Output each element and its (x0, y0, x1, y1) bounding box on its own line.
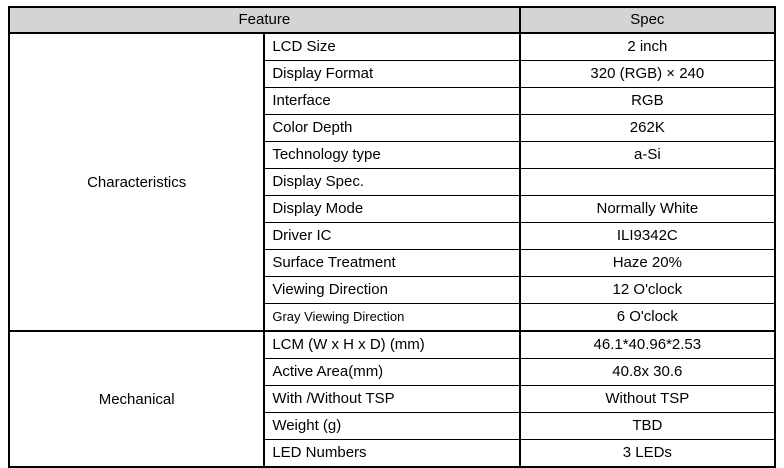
feature-cell: Display Mode (264, 196, 519, 223)
table-body (9, 33, 775, 467)
feature-cell: Color Depth (264, 115, 519, 142)
table-row (9, 331, 775, 359)
spec-cell: 6 O'clock (520, 304, 775, 332)
feature-cell: Surface Treatment (264, 250, 519, 277)
feature-cell: Active Area(mm) (264, 359, 519, 386)
spec-cell: Haze 20% (520, 250, 775, 277)
table-row (9, 33, 775, 61)
feature-cell: Weight (g) (264, 413, 519, 440)
spec-cell: 262K (520, 115, 775, 142)
feature-cell: Display Format (264, 61, 519, 88)
column-header-feature: Feature (9, 7, 520, 33)
feature-cell: Display Spec. (264, 169, 519, 196)
spec-cell: 320 (RGB) × 240 (520, 61, 775, 88)
specification-table (8, 6, 776, 468)
spec-cell: TBD (520, 413, 775, 440)
feature-cell: Driver IC (264, 223, 519, 250)
spec-cell: ILI9342C (520, 223, 775, 250)
spec-cell: Without TSP (520, 386, 775, 413)
feature-cell: LED Numbers (264, 440, 519, 468)
spec-cell: 46.1*40.96*2.53 (520, 331, 775, 359)
spec-cell: a-Si (520, 142, 775, 169)
group-label: Characteristics (9, 33, 264, 331)
feature-cell: With /Without TSP (264, 386, 519, 413)
spec-cell: 40.8x 30.6 (520, 359, 775, 386)
feature-cell: Technology type (264, 142, 519, 169)
feature-cell: LCM (W x H x D) (mm) (264, 331, 519, 359)
feature-cell: Interface (264, 88, 519, 115)
feature-cell: LCD Size (264, 33, 519, 61)
spec-cell: 12 O'clock (520, 277, 775, 304)
spec-cell: Normally White (520, 196, 775, 223)
column-header-spec: Spec (520, 7, 775, 33)
feature-cell: Viewing Direction (264, 277, 519, 304)
spec-cell: RGB (520, 88, 775, 115)
spec-cell: 3 LEDs (520, 440, 775, 468)
feature-cell: Gray Viewing Direction (264, 304, 519, 332)
group-label: Mechanical (9, 331, 264, 467)
spec-cell: 2 inch (520, 33, 775, 61)
table-header-row (9, 7, 775, 33)
spec-cell (520, 169, 775, 196)
table-head (9, 7, 775, 33)
